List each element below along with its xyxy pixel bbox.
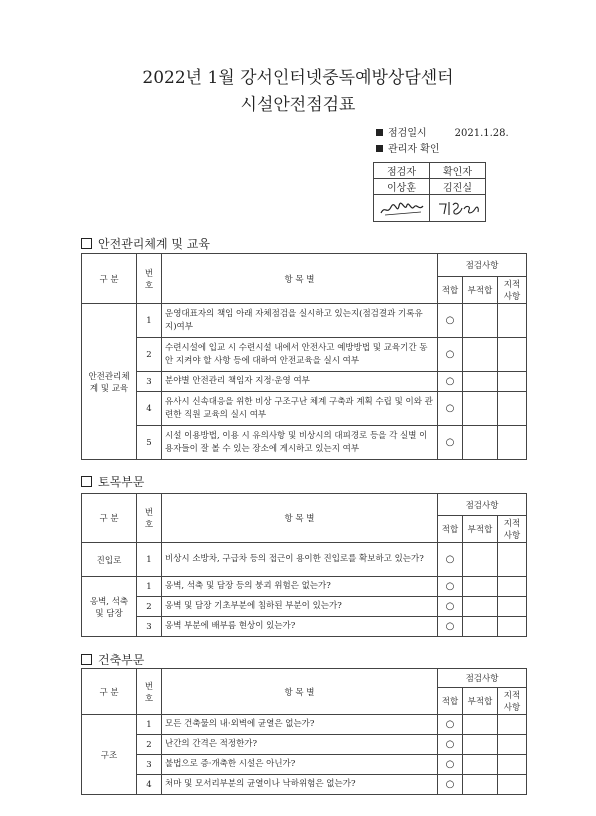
inspection-info — [376, 126, 509, 158]
header-point: 지적사항 — [498, 516, 527, 543]
bullet-square-icon — [376, 129, 383, 136]
header-point: 지적사항 — [498, 277, 527, 304]
header-check: 점검사항 — [438, 494, 527, 516]
header-check: 점검사항 — [438, 254, 527, 277]
civil-checklist-table — [81, 493, 527, 637]
header-pass: 적합 — [438, 277, 463, 304]
section-title-safety: 안전관리체계 및 교육 — [81, 235, 210, 252]
pass-mark: ○ — [438, 735, 463, 755]
pass-mark: ○ — [438, 372, 463, 392]
pass-mark: ○ — [438, 304, 463, 338]
pass-mark: ○ — [438, 755, 463, 775]
pass-mark: ○ — [438, 617, 463, 637]
table-row: 2 난간의 간격은 적정한가? ○ — [82, 735, 527, 755]
checkbox-square-icon — [81, 238, 92, 249]
header-items: 항 목 별 — [162, 254, 438, 304]
table-row: 안전관리체계 및 교육 1 운영대표자의 책임 아래 자체점검을 실시하고 있는지(점검결과 기록유지)여부 ○ — [82, 304, 527, 338]
pass-mark: ○ — [438, 597, 463, 617]
pass-mark: ○ — [438, 338, 463, 372]
category-cell: 안전관리체계 및 교육 — [82, 304, 137, 460]
header-pass: 적합 — [438, 516, 463, 543]
table-row: 2 옹벽 및 담장 기초부분에 침하된 부분이 있는가? ○ — [82, 597, 527, 617]
header-fail: 부적합 — [463, 688, 498, 715]
section-title-civil: 토목부문 — [81, 473, 144, 490]
table-row: 옹벽, 석축 및 담장 1 옹벽, 석축 및 담장 등의 붕괴 위험은 없는가? ○ — [82, 577, 527, 597]
manager-label: 관리자 확인 — [388, 144, 440, 155]
category-cell: 옹벽, 석축 및 담장 — [82, 577, 137, 637]
approver-signature — [430, 195, 486, 222]
category-cell: 진입로 — [82, 543, 137, 577]
header-number: 번 호 — [137, 494, 162, 543]
date-value: 2021.1.28. — [454, 128, 509, 139]
header-items: 항 목 별 — [162, 494, 438, 543]
approver-name: 김진실 — [430, 179, 486, 195]
pass-mark: ○ — [438, 775, 463, 795]
table-row: 5 시설 이용방법, 이용 시 유의사항 및 비상시의 대피경로 등을 각 실별 이용자들이 잘 볼 수 있는 장소에 게시하고 있는지 여부 ○ — [82, 426, 527, 460]
header-pass: 적합 — [438, 688, 463, 715]
header-category: 구 분 — [82, 669, 137, 715]
table-row: 2 수련시설에 입교 시 수련시설 내에서 안전사고 예방방법 및 교육기간 동안 지켜야 할 사항 등에 대하여 안전교육을 실시 여부 ○ — [82, 338, 527, 372]
table-row: 4 유사시 신속대응을 위한 비상 구조구난 체계 구축과 계획 수립 및 이와 관련한 직원 교육의 실시 여부 ○ — [82, 392, 527, 426]
header-number: 번 호 — [137, 669, 162, 715]
header-fail: 부적합 — [463, 277, 498, 304]
document-title: 2022년 1월 강서인터넷중독예방상담센터 — [142, 68, 454, 88]
building-checklist-table — [81, 668, 527, 795]
inspector-signature — [374, 195, 430, 222]
pass-mark: ○ — [438, 577, 463, 597]
table-row: 3 옹벽 부분에 배부름 현상이 있는가? ○ — [82, 617, 527, 637]
header-check: 점검사항 — [438, 669, 527, 688]
approver-label: 확인자 — [430, 163, 486, 179]
safety-checklist-table — [81, 253, 527, 460]
header-items: 항 목 별 — [162, 669, 438, 715]
table-row: 3 분야별 안전관리 책임자 지정·운영 여부 ○ — [82, 372, 527, 392]
checkbox-square-icon — [81, 476, 92, 487]
pass-mark: ○ — [438, 543, 463, 577]
header-fail: 부적합 — [463, 516, 498, 543]
table-row: 진입로 1 비상시 소방차, 구급차 등의 접근이 용이한 진입로를 확보하고 있는가? ○ — [82, 543, 527, 577]
table-row: 구조 1 모든 건축물의 내·외벽에 균열은 없는가? ○ — [82, 715, 527, 735]
pass-mark: ○ — [438, 715, 463, 735]
category-cell: 구조 — [82, 715, 137, 795]
inspector-label: 점검자 — [374, 163, 430, 179]
pass-mark: ○ — [438, 392, 463, 426]
signoff-table — [373, 162, 486, 222]
date-label: 점검일시 — [388, 128, 427, 139]
table-row: 3 불법으로 증·개축한 시설은 아닌가? ○ — [82, 755, 527, 775]
bullet-square-icon — [376, 145, 383, 152]
header-category: 구 분 — [82, 494, 137, 543]
section-title-building: 건축부문 — [81, 651, 144, 668]
document-subtitle: 시설안전점검표 — [240, 95, 356, 115]
inspector-name: 이상훈 — [374, 179, 430, 195]
header-point: 지적사항 — [498, 688, 527, 715]
checkbox-square-icon — [81, 654, 92, 665]
table-row: 4 처마 및 모서리부분의 균열이나 낙하위험은 없는가? ○ — [82, 775, 527, 795]
header-category: 구 분 — [82, 254, 137, 304]
header-number: 번 호 — [137, 254, 162, 304]
pass-mark: ○ — [438, 426, 463, 460]
